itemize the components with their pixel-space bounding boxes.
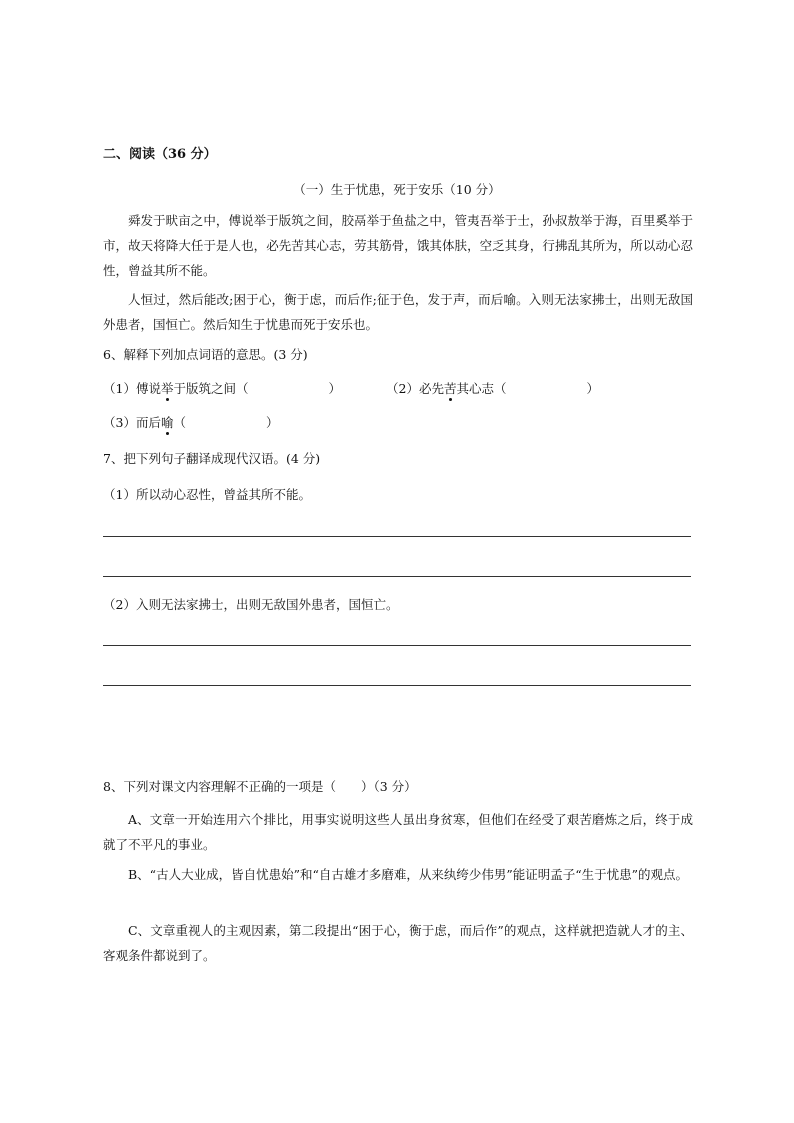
passage-paragraph-1: 舜发于畎亩之中，傅说举于版筑之间，胶鬲举于鱼盐之中，管夷吾举于士，孙叔敖举于海，百里奚举于市，故天将降大任于是人也，必先苦其心志，劳其筋骨，饿其体肤，空乏其身，行拂乱其所为，所以动心忍性，曾益其所不能。 [103,213,693,278]
passage-paragraph-2: 人恒过，然后能改;困于心，衡于虑，而后作;征于色，发于声，而后喻。入则无法家拂士，出则无敌国外患者，国恒亡。然后知生于忧患而死于安乐也。 [103,292,693,332]
question-8-option-a: A、文章一开始连用六个排比，用事实说明这些人虽出身贫寒，但他们在经受了艰苦磨炼之后，终于成就了不平凡的事业。 [103,812,693,852]
question-6-item-2 [386,379,599,397]
q6-item3-prefix: （3）而后 [103,415,161,430]
q6-item1-close: ） [328,381,341,396]
q6-item2-prefix: （2）必先 [386,381,444,396]
q6-item2-dotted-word: 苦 [443,381,457,396]
answer-line[interactable] [103,645,691,646]
q6-item1-prefix: （1）傅说 [103,381,161,396]
q6-item3-close: ） [265,415,279,430]
passage-title: （一）生于忧患，死于安乐（10 分） [293,182,501,197]
answer-line[interactable] [103,536,691,537]
question-6-item-3 [103,413,279,431]
question-6-stem: 6、解释下列加点词语的意思。(3 分) [103,347,308,362]
q6-item2-suffix: 其心志（ [456,381,507,396]
answer-line[interactable] [103,576,691,577]
answer-line[interactable] [103,685,691,686]
q6-item1-suffix: 于版筑之间（ [173,381,249,396]
question-7-item-1: （1）所以动心忍性，曾益其所不能。 [103,487,311,502]
section-title: 二、阅读（36 分） [103,147,217,162]
question-7-item-2: （2）入则无法家拂士，出则无敌国外患者，国恒亡。 [103,597,399,612]
q6-item2-close: ） [586,381,599,396]
question-8-option-c: C、文章重视人的主观因素，第二段提出“困于心，衡于虑，而后作”的观点，这样就把造就人才的主、客观条件都说到了。 [103,923,693,963]
question-7-stem: 7、把下列句子翻译成现代汉语。(4 分) [103,451,321,466]
q6-item1-dotted-word: 举 [160,381,174,396]
q6-item3-dotted-word: 喻 [160,415,174,430]
question-8-stem: 8、下列对课文内容理解不正确的一项是（ ）（3 分） [103,779,417,794]
q6-item3-suffix: （ [173,415,186,430]
question-8-option-b: B、“古人大业成，皆自忧患始”和“自古雄才多磨难，从来纨绔少伟男”能证明孟子“生于忧患”的观点。 [128,867,689,882]
question-6-item-1 [103,379,341,397]
